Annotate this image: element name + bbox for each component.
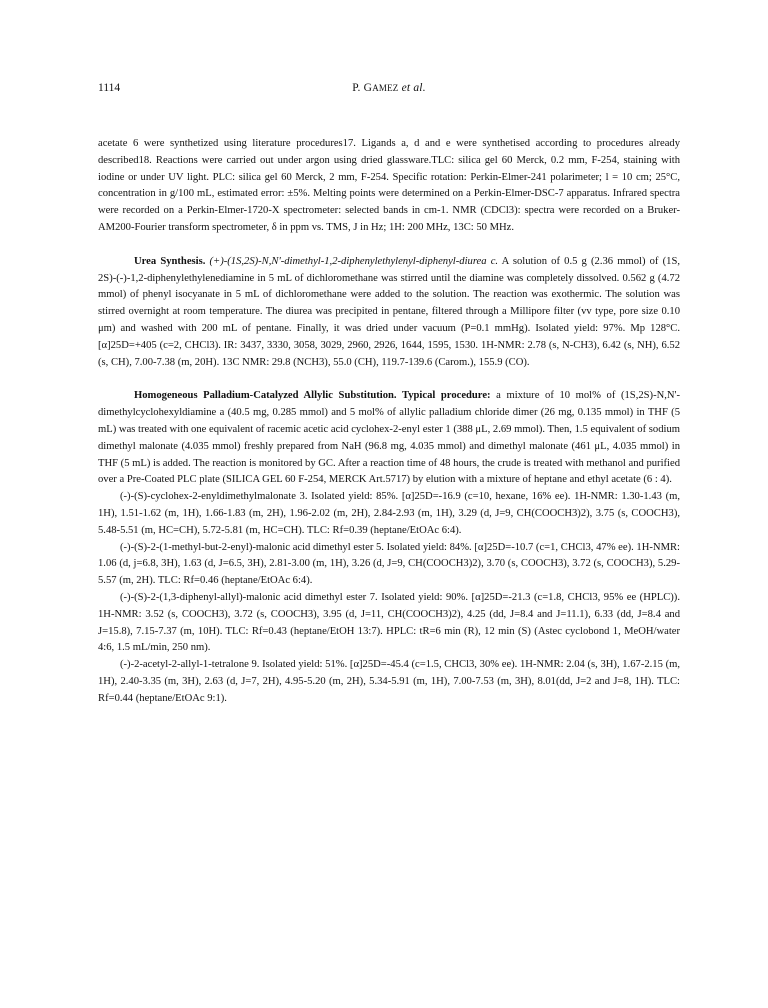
page-header [98,82,680,98]
paragraph-compound-7: (-)-(S)-2-(1,3-diphenyl-allyl)-malonic acid dimethyl ester 7. Isolated yield: 90%. [α]25D=-21.3 (c=1.8, CHCl3, 95% ee (HPLC)). 1H-NMR: 3.52 (s, COOCH3), 3.72 (s, COOCH3), 3.95 (d, J=11, CH(COOCH3)2), 4.25 (dd, J=8.4 and J=11.1), 6.33 (dd, J=8.4 and J=15.8), 7.15-7.37 (m, 10H). TLC: Rf=0.43 (heptane/EtOH 13:7). HPLC: tR=6 min (R), 12 min (S) (Astec cyclobond 1, MeOH/water 4:6, 1.5 mL/min, 250 nm). [98,591,680,654]
paragraph-compound-3: (-)-(S)-cyclohex-2-enyldimethylmalonate 3. Isolated yield: 85%. [α]25D=-16.9 (c=10, hexane, 16% ee). 1H-NMR: 1.30-1.43 (m, 1H), 1.51-1.62 (m, 1H), 1.66-1.83 (m, 2H), 1.96-2.02 (m, 2H), 2.84-2.93 (m, 1H), 3.29 (d, J=9, CH(COOCH3)2), 3.75 (s, COOCH3), 5.48-5.51 (m, HC=CH), 5.72-5.81 (m, HC=CH). TLC: Rf=0.39 (heptane/EtOAc 6:4). [98,491,680,536]
urea-procedure-text: A solution of 0.5 g (2.36 mmol) of (1S, 2S)-(-)-1,2-diphenylethylenediamine in 5 mL of dichloromethane was stirred until the diamine was completely dissolved. 0.562 g (4.72 mmol) of phenyl isocyanate in 5 mL of dichloromethane were added to the solution. The reaction was exothermic. The solution was stirred overnight at room temperature. The diurea was precipited in pentane, filtered through a Millipore filter (vv type, pore size 0.10 μm) and washed with 200 mL of pentane. Finally, it was dried under vacuum (P=0.1 mmHg). Isolated yield: 97%. Mp 128°C. [α]25D=+405 (c=2, CHCl3). IR: 3437, 3330, 3058, 3029, 2960, 2926, 1644, 1595, 1530. 1H-NMR: 2.78 (s, N-CH3), 6.42 (s, NH), 6.52 (s, CH), 7.00-7.38 (m, 20H). 13C NMR: 29.8 (NCH3), 55.0 (CH), 119.7-139.6 (Carom.), 155.9 (CO). [98,255,680,368]
author-name-initial: P. G [352,82,373,94]
paragraph-compound-9: (-)-2-acetyl-2-allyl-1-tetralone 9. Isolated yield: 51%. [α]25D=-45.4 (c=1.5, CHCl3, 30% ee). 1H-NMR: 2.04 (s, 3H), 1.67-2.15 (m, 1H), 2.40-3.35 (m, 3H), 2.63 (d, J=7, 2H), 4.95-5.20 (m, 2H), 5.34-5.91 (m, 1H), 7.00-7.53 (m, 3H), 8.01(dd, J=2 and J=8, 1H). TLC: Rf=0.44 (heptane/EtOAc 9:1). [98,659,680,704]
page-number: 1114 [98,82,121,94]
section-heading-urea: Urea Synthesis. [134,255,206,267]
running-head [98,82,680,94]
compound-name-diurea: (+)-(1S,2S)-N,N'-dimethyl-1,2-diphenylethylenyl-diphenyl-diurea c. [209,255,499,267]
paragraph-compound-5: (-)-(S)-2-(1-methyl-but-2-enyl)-malonic acid dimethyl ester 5. Isolated yield: 84%. [α]25D=-10.7 (c=1, CHCl3, 47% ee). 1H-NMR: 1.06 (d, j=6.8, 3H), 1.63 (d, J=6.5, 3H), 2.81-3.00 (m, 1H), 3.26 (d, J=9, CH(COOCH3)2), 3.70 (s, COOCH3), 3.72 (s, COOCH3), 5.29-5.57 (m, 2H). TLC: Rf=0.46 (heptane/EtOAc 6:4). [98,541,680,587]
section-heading-allylic: Homogeneous Palladium-Catalyzed Allylic Substitution. Typical procedure: [134,390,491,402]
paragraph-urea-synthesis [98,254,680,372]
paragraph-allylic-substitution [98,388,680,489]
author-name-rest: AMEZ [372,83,399,93]
et-al: et al. [401,82,426,94]
paragraph-materials: acetate 6 were synthetized using literature procedures17. Ligands a, d and e were synthetised according to procedures already described18. Reactions were carried out under argon using dried glassware.TLC: silica gel 60 Merck, 0.2 mm, F-254, staining with iodine or under UV light. PLC: silica gel 60 Merck, 2 mm, F-254. Specific rotation: Perkin-Elmer-241 polarimeter; l = 10 cm; 25°C, concentration in g/100 mL, estimated error: ±5%. Melting points were determined on a Perkin-Elmer-DSC-7 apparatus. Infrared spectra were recorded on a Perkin-Elmer-1720-X spectrometer: selected bands in cm-1. NMR (CDCl3): spectra were recorded on a Bruker-AM200-Fourier transform spectrometer, δ in ppm vs. TMS, J in Hz; 1H: 200 MHz, 13C: 50 MHz. [98,138,680,233]
article-body [98,136,680,708]
allylic-procedure-text: a mixture of 10 mol% of (1S,2S)-N,N'-dimethylcyclohexyldiamine a (40.5 mg, 0.285 mmol) and 5 mol% of allylic palladium chloride dimer (26 mg, 0.135 mmol) in THF (5 mL) was treated with one equivalent of racemic acetic acid cyclohex-2-enyl ester 1 (388 μL, 2.69 mmol). Then, 1.5 equivalent of sodium dimethyl malonate (4.035 mmol) freshly prepared from NaH (96.8 mg, 4.035 mmol) and dimethyl malonate (461 μL, 4.035 mmol) in THF (5 mL) is added. The reaction is monitored by GC. After a reaction time of 48 hours, the crude is treated with methanol and purified over a Pre-Coated PLC plate (SILICA GEL 60 F-254, MERCK Art.5717) by elution with a mixture of heptane and ethyl acetate (6 : 4). [98,390,680,486]
